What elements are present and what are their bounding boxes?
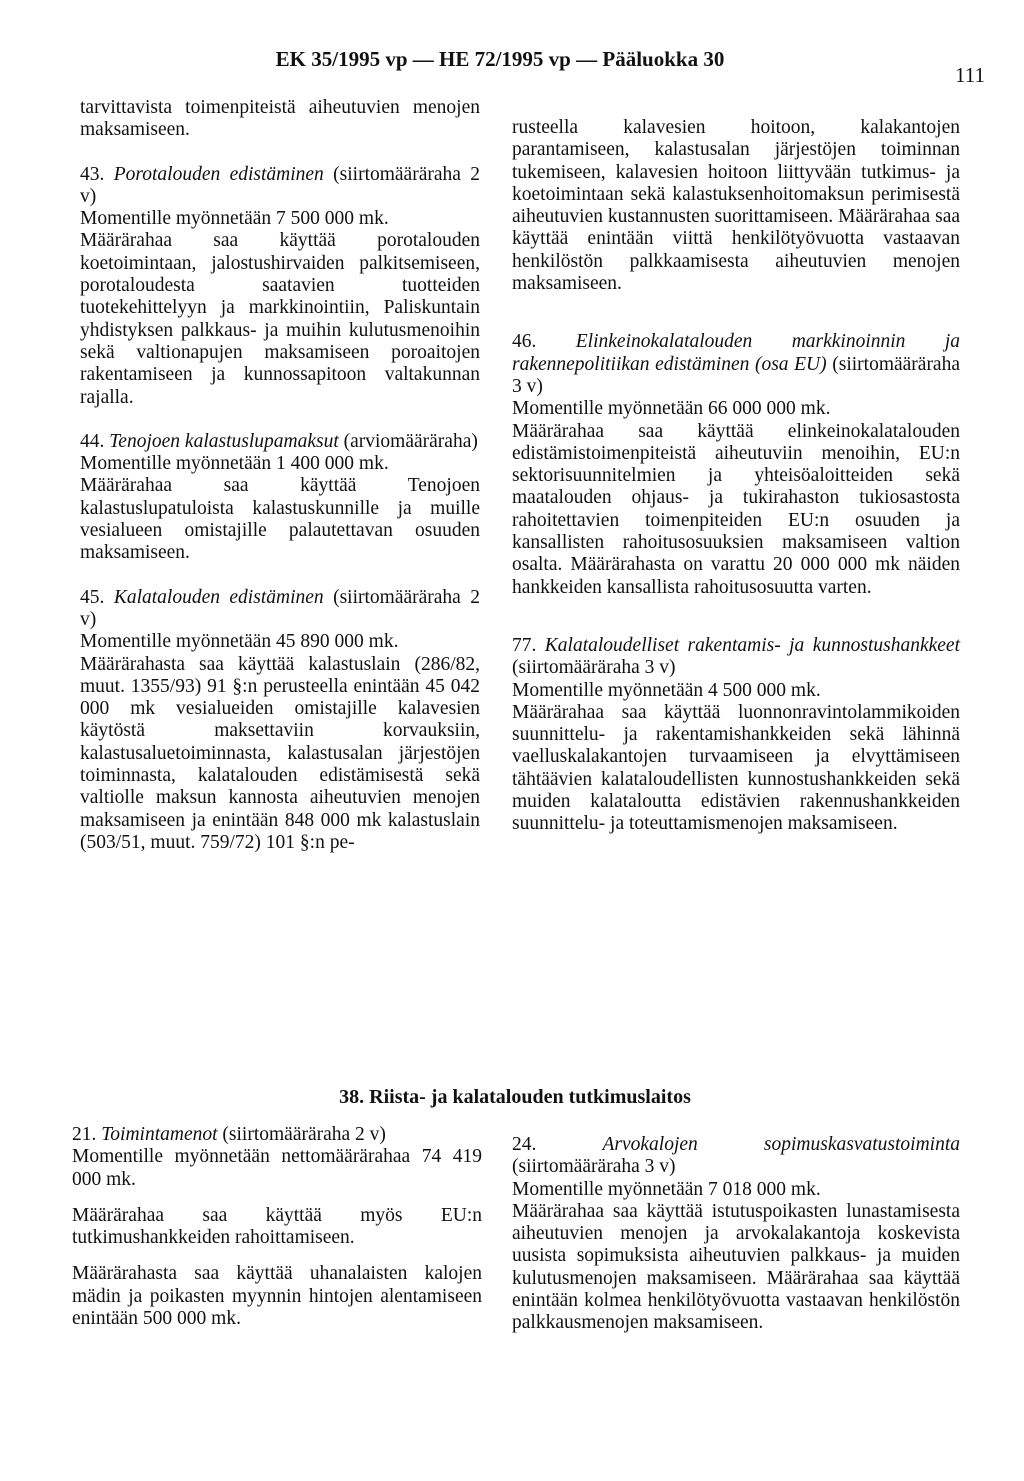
section-left-column (72, 1124, 482, 1330)
item-title: Porotalouden edistäminen (113, 163, 324, 185)
item-21-heading (72, 1124, 482, 1146)
section-heading: 38. Riista- ja kalatalouden tutkimuslaitos (339, 1086, 691, 1108)
item-21-body-2: Määrärahasta saa käyttää uhanalaisten kalojen mädin ja poikasten myynnin hintojen alentamiseen enintään 500 000 mk. (72, 1263, 482, 1330)
item-title: Kalatalouden edistäminen (113, 586, 324, 608)
item-title: Toimintamenot (101, 1124, 218, 1145)
item-title: Tenojoen kalastuslupamaksut (109, 430, 339, 452)
item-43-amount: Momentille myönnetään 7 500 000 mk. (80, 208, 389, 230)
item-44-amount: Momentille myönnetään 1 400 000 mk. (80, 453, 389, 475)
item-24-heading (512, 1134, 960, 1179)
item-24-body: Määrärahaa saa käyttää istutuspoikasten lunastamisesta aiheutuvien menojen ja arvokalakantoja koskevista uusista sopimuksista aiheutuvien palkkaus- ja muiden kulutusmenojen maksamiseen. Määrärahaa saa käyttää enintään kolmea henkilötyövuotta vastaavan henkilöstön palkkausmenojen maksamiseen. (512, 1200, 960, 1334)
item-type: (siirtomääräraha 3 v) (512, 657, 676, 679)
item-45-heading (80, 587, 480, 632)
item-number: 44. (80, 430, 105, 452)
item-number: 77. (512, 634, 537, 656)
item-46-body: Määrärahaa saa käyttää elinkeinokalatalouden edistämistoimenpiteistä aiheutuviin menoihin, EU:n sektorisuunnitelmien ja yhteisöaloitteiden sekä maatalouden ohjaus- ja tukirahaston tukiosastosta rahoitettavien toimenpiteiden EU:n osuuden ja kansallisten rahoitusosuuksien maksamiseen valtion osalta. Määrärahasta on varattu 20 000 000 mk näiden hankkeiden kansallista rahoitusosuutta varten. (512, 420, 960, 598)
item-number: 24. (512, 1134, 537, 1155)
continuation-text: rusteella kalavesien hoitoon, kalakantojen parantamiseen, kalastusalan järjestöjen toiminnan tukemiseen, kalavesien hoitoon liittyvään tutkimus- ja koetoimintaan sekä kalastuksenhoitomaksun perimisestä aiheutuvien kustannusten suorittamiseen. Määrärahaa saa käyttää enintään viittä henkilötyövuotta vastaavan henkilöstön palkkaamisesta aiheutuvien menojen maksamiseen. (512, 117, 960, 295)
item-title: Arvokalojen sopimuskasvatustoiminta (602, 1134, 961, 1155)
item-type: (siirtomääräraha 3 v) (512, 353, 960, 397)
item-type: (siirtomääräraha 2 v) (80, 163, 481, 207)
page-number: 111 (955, 63, 985, 87)
item-45-body: Määrärahasta saa käyttää kalastuslain (286/82, muut. 1355/93) 91 §:n perusteella enintään 45 042 000 mk vesialueiden omistajille kalavesien käytöstä maksettaviin korvauksiin, kalastusaluetoiminnasta, kalastusalan järjestöjen toiminnasta, kalatalouden edistämisestä sekä valtiolle maksun kannosta aiheutuvien menojen maksamiseen ja enintään 848 000 mk kalastuslain (503/51, muut. 759/72) 101 §:n pe- (80, 653, 480, 853)
item-number: 46. (512, 331, 537, 353)
item-type: (arviomääräraha) (343, 430, 478, 452)
running-header: EK 35/1995 vp — HE 72/1995 vp — Pääluokka 30 (275, 47, 725, 71)
item-44-body: Määrärahaa saa käyttää Tenojoen kalastuslupatuloista kalastuskunnille ja muille vesialueen omistajille palautettavan osuuden maksamiseen. (80, 475, 480, 564)
item-46-amount: Momentille myönnetään 66 000 000 mk. (512, 398, 831, 420)
item-title: Elinkeinokalatalouden markkinoinnin ja rakennepolitiikan edistäminen (osa EU) (512, 331, 960, 375)
item-77-amount: Momentille myönnetään 4 500 000 mk. (512, 679, 821, 701)
item-21-body-1: Määrärahaa saa käyttää myös EU:n tutkimushankkeiden rahoittamiseen. (72, 1204, 482, 1249)
item-number: 43. (80, 163, 105, 185)
item-45-amount: Momentille myönnetään 45 890 000 mk. (80, 631, 399, 653)
item-44-heading (80, 431, 480, 453)
item-number: 21. (72, 1124, 97, 1145)
item-24-amount: Momentille myönnetään 7 018 000 mk. (512, 1178, 821, 1200)
item-21-amount: Momentille myönnetään nettomäärärahaa 74 419 000 mk. (72, 1146, 482, 1190)
item-number: 45. (80, 586, 105, 608)
continuation-text: tarvittavista toimenpiteistä aiheutuvien menojen maksamiseen. (80, 97, 480, 141)
item-77-body: Määrärahaa saa käyttää luonnonravintolammikoiden suunnittelu- ja rakentamishankkeiden sekä lähinnä vaelluskalakantojen turvaamiseen ja elvyttämiseen tähtäävien kalataloudellisten kunnostushankkeiden sekä muiden kalataloutta edistävien rakennushankkeiden suunnittelu- ja toteuttamismenojen maksamiseen. (512, 701, 960, 835)
left-column (80, 97, 480, 854)
item-77-heading (512, 635, 960, 680)
item-type: (siirtomääräraha 2 v) (222, 1124, 386, 1145)
section-right-column (512, 1134, 960, 1335)
right-column (512, 117, 960, 836)
item-type: (siirtomääräraha 3 v) (512, 1156, 676, 1178)
item-title: Kalataloudelliset rakentamis- ja kunnostushankkeet (544, 634, 960, 656)
item-46-heading (512, 331, 960, 398)
item-43-body: Määrärahaa saa käyttää porotalouden koetoimintaan, jalostushirvaiden palkitsemiseen, porotaloudesta saatavien tuotteiden tuotekehittelyyn ja markkinointiin, Paliskuntain yhdistyksen palkkaus- ja muihin kulutusmenoihin sekä valtionapujen maksamiseen poroaitojen rakentamiseen ja kunnossapitoon valtakunnan rajalla. (80, 230, 480, 408)
item-43-heading (80, 164, 480, 209)
item-type: (siirtomääräraha 2 v) (80, 586, 481, 630)
